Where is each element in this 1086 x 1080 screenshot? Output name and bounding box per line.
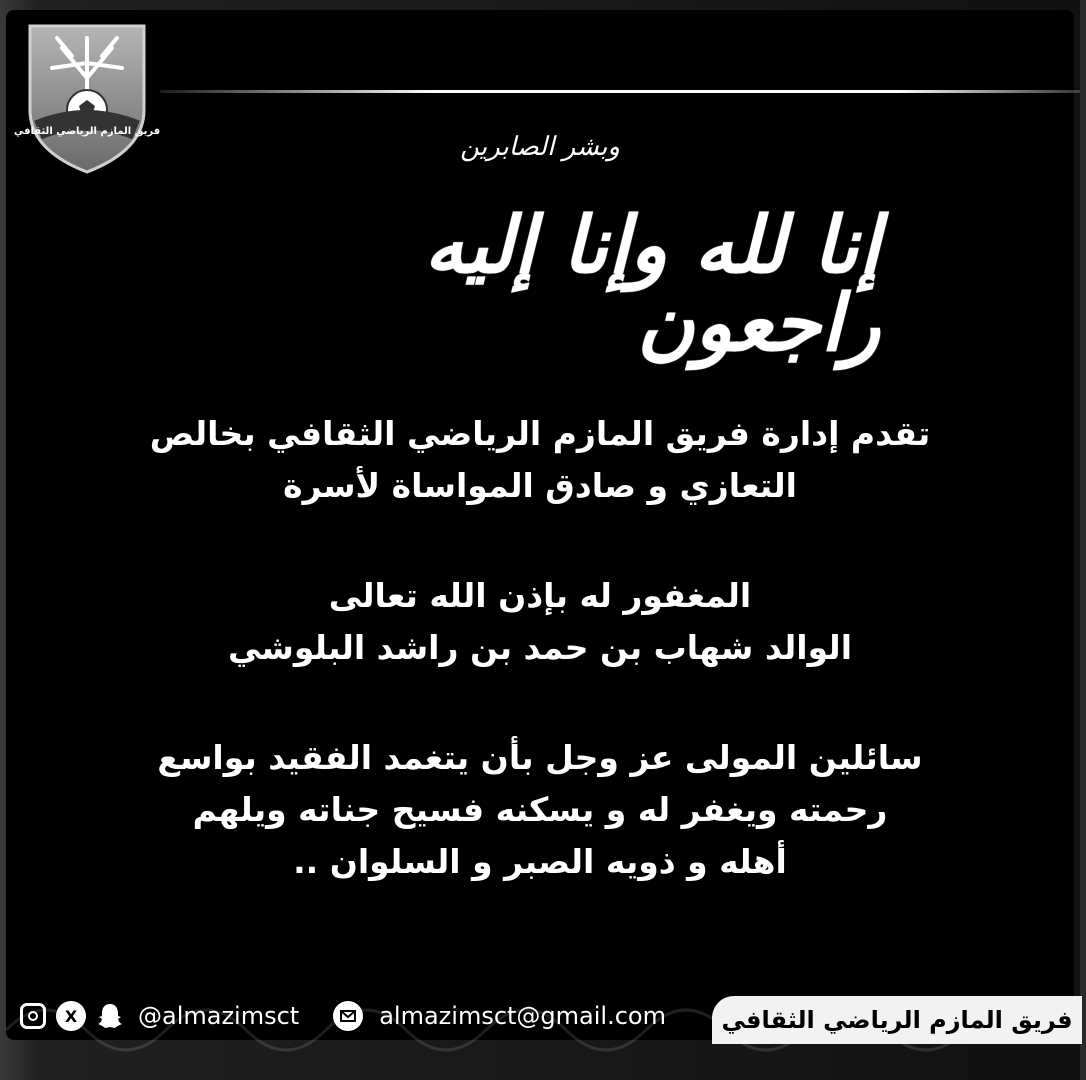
team-name-tab: فريق المازم الرياضي الثقافي bbox=[712, 996, 1082, 1044]
message-line: أهله و ذويه الصبر و السلوان .. bbox=[293, 842, 787, 881]
snapchat-icon[interactable] bbox=[96, 1001, 124, 1031]
message-line: التعازي و صادق المواساة لأسرة bbox=[283, 466, 797, 505]
x-icon[interactable]: X bbox=[56, 1001, 86, 1031]
logo-label: فريق المازم الرياضي الثقافي bbox=[13, 126, 161, 137]
verse-small: وبشر الصابرين bbox=[460, 132, 620, 162]
contact-bar bbox=[20, 994, 666, 1038]
message-line: المغفور له بإذن الله تعالى bbox=[328, 576, 752, 615]
instagram-icon[interactable] bbox=[20, 1003, 46, 1029]
footer bbox=[0, 990, 1080, 1050]
header-divider bbox=[160, 90, 1080, 93]
mail-icon bbox=[333, 1001, 363, 1031]
message-line: رحمته ويغفر له و يسكنه فسيح جناته ويلهم bbox=[192, 790, 888, 829]
social-handle[interactable]: @almazimsct bbox=[138, 1002, 300, 1030]
message-line: سائلين المولى عز وجل بأن يتغمد الفقيد بواسع bbox=[157, 738, 923, 777]
message-line: تقدم إدارة فريق المازم الرياضي الثقافي بخالص bbox=[149, 414, 931, 453]
deceased-name: الوالد شهاب بن حمد بن راشد البلوشي bbox=[227, 628, 853, 667]
email-address[interactable]: almazimsct@gmail.com bbox=[379, 1002, 666, 1030]
condolence-message bbox=[70, 408, 1010, 888]
verse-large-calligraphy: إنا لله وإنا إليه راجعون bbox=[424, 200, 880, 369]
team-logo bbox=[13, 18, 161, 176]
